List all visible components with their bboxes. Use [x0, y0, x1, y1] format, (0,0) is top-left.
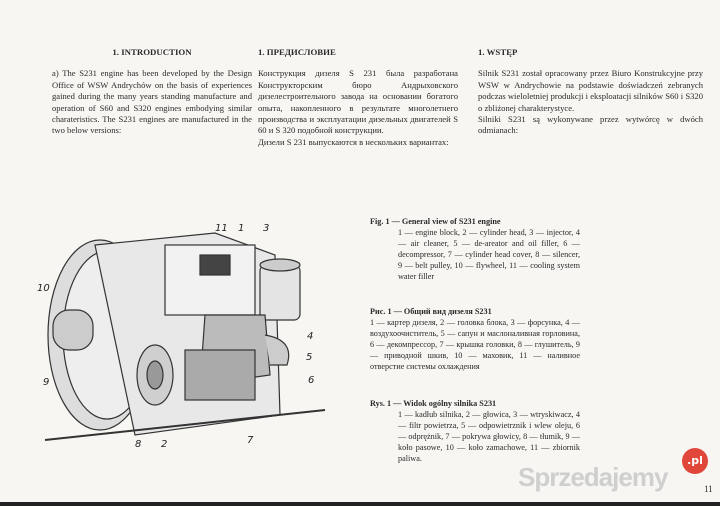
polish-text: Silnik S231 został opracowany przez Biuro Konstrukcyjne przy WSW w Andrychowie na podstawie doświadczeń zebranych podczas wieloletniej produkcji i eksploatacji silników S60 i S320 o zbliżonej charakterystyce. [478, 68, 703, 113]
polish-heading: 1. WSTĘP [478, 47, 518, 57]
caption-polish-body: 1 — kadłub silnika, 2 — głowica, 3 — wtryskiwacz, 4 — filtr powietrza, 5 — odpowietrznik i wlew oleju, 6 — odprężnik, 7 — pokrywa głowicy, 8 — tłumik, 9 — koło pasowe, 10 — koło zamachowe, 11 — zbiornik paliwa. [398, 410, 580, 463]
engine-illustration [25, 215, 355, 485]
caption-english-title: Fig. 1 — General view of S231 engine [370, 217, 501, 226]
callout-6: 6 [308, 375, 315, 386]
air-cleaner [260, 265, 300, 320]
callout-7: 7 [247, 435, 254, 446]
page-number: 11 [704, 484, 713, 494]
caption-polish [370, 398, 580, 464]
caption-english [370, 216, 580, 282]
russian-text-2: Дизели S 231 выпускаются в нескольких вариантах: [258, 136, 449, 147]
callout-3: 3 [263, 223, 270, 234]
callout-10: 10 [37, 283, 50, 294]
russian-column [258, 47, 458, 148]
english-column [52, 47, 252, 137]
callout-8: 8 [135, 439, 142, 450]
english-heading: 1. INTRODUCTION [112, 47, 192, 57]
russian-heading: 1. ПРЕДИСЛОВИЕ [258, 47, 336, 57]
polish-column [478, 47, 703, 137]
callout-1: 1 [238, 223, 245, 234]
russian-text: Конструкция дизеля S 231 была разработана Конструкторским бюро Андрыховского дизелестроительного завода на основании богатого опыта, накопленного в результате многолетнего производства и эксплуатации дизельных двигателей S 60 и S 320 подобной конструкции. [258, 68, 458, 136]
callout-5: 5 [306, 352, 313, 363]
english-text: a) The S231 engine has been developed by the Design Office of WSW Andrychów on the basis of experiences gained during the many years standing manufacture and operation of S60 and S320 engines embodying similar charateristics. The S231 engines are manufactured in the two below versions: [52, 68, 252, 136]
caption-russian [370, 306, 580, 372]
scan-edge [0, 502, 720, 506]
caption-russian-title: Рис. 1 — Общий вид дизеля S231 [370, 307, 492, 316]
watermark-text: Sprzedajemy [518, 462, 668, 492]
caption-english-body: 1 — engine block, 2 — cylinder head, 3 — injector, 4 — air cleaner, 5 — de-areator and oil filler, 6 — decompressor, 7 — cylinder head cover, 8 — silencer, 9 — belt pulley, 10 — flywheel, 11 — cooling system water filler [398, 228, 580, 281]
polish-text-2: Silniki S231 są wykonywane przez wytwórcę w dwóch odmianach: [478, 114, 703, 136]
callout-2: 2 [161, 439, 168, 450]
callout-4: 4 [307, 331, 314, 342]
callout-11: 11 [215, 223, 228, 234]
callout-9: 9 [43, 377, 50, 388]
watermark-badge: .pl [682, 448, 708, 474]
caption-polish-title: Rys. 1 — Widok ogólny silnika S231 [370, 399, 497, 408]
caption-russian-body: 1 — картер дизеля, 2 — головка блока, 3 — форсунка, 4 — воздухоочиститель, 5 — сапун и маслоналивная горловина, 6 — декомпрессор, 7 — крышка головки, 8 — глушитель, 9 — приводной шкив, 10 — маховик, 11 — наливное отверстие системы охлаждения [370, 318, 580, 371]
